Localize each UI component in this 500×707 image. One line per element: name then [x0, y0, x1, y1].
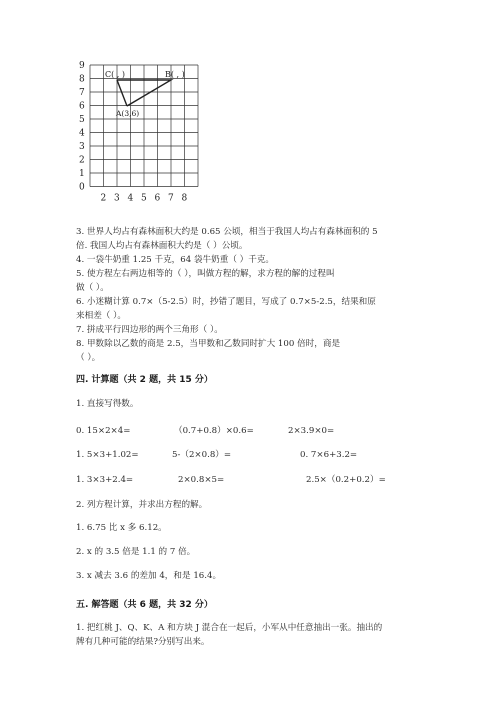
calc-item: 0. 7×6+3.2= — [300, 450, 358, 460]
y-tick-label: 6 — [79, 101, 85, 112]
y-tick-label: 8 — [79, 74, 85, 85]
q3-line1: 3. 世界人均占有森林面积大约是 0.65 公顷，相当于我国人均占有森林面积的 5 — [76, 227, 378, 237]
q6-line2: 来相差（ ）。 — [76, 311, 126, 321]
point-c-label: C( , ) — [105, 70, 125, 79]
calc-item: 0. 15×2×4= — [76, 426, 131, 436]
y-tick-label: 5 — [79, 115, 85, 125]
side-ca — [117, 80, 127, 106]
y-tick-label: 9 — [79, 61, 85, 71]
y-axis-ticks — [79, 61, 85, 193]
x-tick-label: 5 — [141, 193, 147, 204]
x-tick-label: 4 — [127, 193, 134, 204]
q4-line: 4. 一袋牛奶重 1.25 千克，64 袋牛奶重（ ）千克。 — [76, 255, 275, 265]
calc-item: 1. 3×3+2.4= — [76, 475, 134, 485]
y-tick-label: 7 — [79, 88, 85, 98]
q3-line2: 倍. 我国人均占有森林面积大约是（ ）公顷。 — [76, 241, 248, 251]
calc-item: 2×3.9×0= — [288, 426, 335, 436]
calc-item: （0.7+0.8）×0.6= — [174, 426, 254, 436]
q7-line: 7. 拼成平行四边形的两个三角形（ ）。 — [76, 325, 223, 335]
y-tick-label: 4 — [79, 128, 85, 139]
y-tick-label: 2 — [79, 155, 85, 166]
q5-line2: 做（ ）。 — [76, 283, 109, 293]
q8-line1: 8. 甲数除以乙数的商是 2.5，当甲数和乙数同时扩大 100 倍时，商是 — [76, 339, 341, 349]
x-tick-label: 7 — [168, 193, 174, 204]
equation-item: 1. 6.75 比 x 多 6.12。 — [76, 523, 167, 533]
section5-q1-line1: 1. 把红桃 J、Q、K、A 和方块 J 混合在一起后，小军从中任意抽出一张。抽出的 — [76, 623, 383, 633]
calc-item: 2×0.8×5= — [178, 475, 225, 485]
q6-line1: 6. 小迷糊计算 0.7×（5-2.5）时，抄错了题目，写成了 0.7×5-2.5，结果和原 — [76, 297, 376, 307]
calc-item: 1. 5×3+1.02= — [76, 450, 139, 460]
x-axis-ticks — [101, 194, 188, 204]
calc-item: 2.5×（0.2+0.2）= — [306, 475, 386, 485]
x-tick-label: 6 — [154, 193, 161, 204]
section5-q1-line2: 牌有几种可能的结果?分别写出来。 — [76, 637, 210, 647]
section4-heading: 四. 计算题（共 2 题，共 15 分） — [76, 375, 213, 385]
point-a-label: A(3,6) — [116, 109, 140, 118]
x-tick-label: 2 — [100, 193, 107, 204]
calc-item: 5-（2×0.8）= — [172, 450, 232, 460]
q8-line2: （ ）。 — [76, 353, 101, 363]
section4-q1-title: 1. 直接写得数。 — [76, 399, 139, 409]
q5-line1: 5. 使方程左右两边相等的（ ），叫做方程的解，求方程的解的过程叫 — [76, 269, 335, 279]
y-tick-label: 3 — [79, 142, 85, 152]
y-tick-label: 0 — [79, 182, 85, 193]
x-tick-label: 8 — [181, 193, 188, 204]
x-tick-label: 3 — [114, 193, 120, 204]
grid-lines — [90, 65, 198, 187]
coordinate-grid-figure — [70, 56, 210, 206]
y-tick-label: 1 — [79, 169, 85, 179]
point-b-label: B( , ) — [165, 70, 185, 79]
section5-heading: 五. 解答题（共 6 题，共 32 分） — [76, 600, 213, 610]
equation-item: 3. x 减去 3.6 的差加 4，和是 16.4。 — [76, 571, 222, 581]
equation-item: 2. x 的 3.5 倍是 1.1 的 7 倍。 — [76, 547, 196, 557]
section4-q2-title: 2. 列方程计算，并求出方程的解。 — [76, 500, 208, 510]
